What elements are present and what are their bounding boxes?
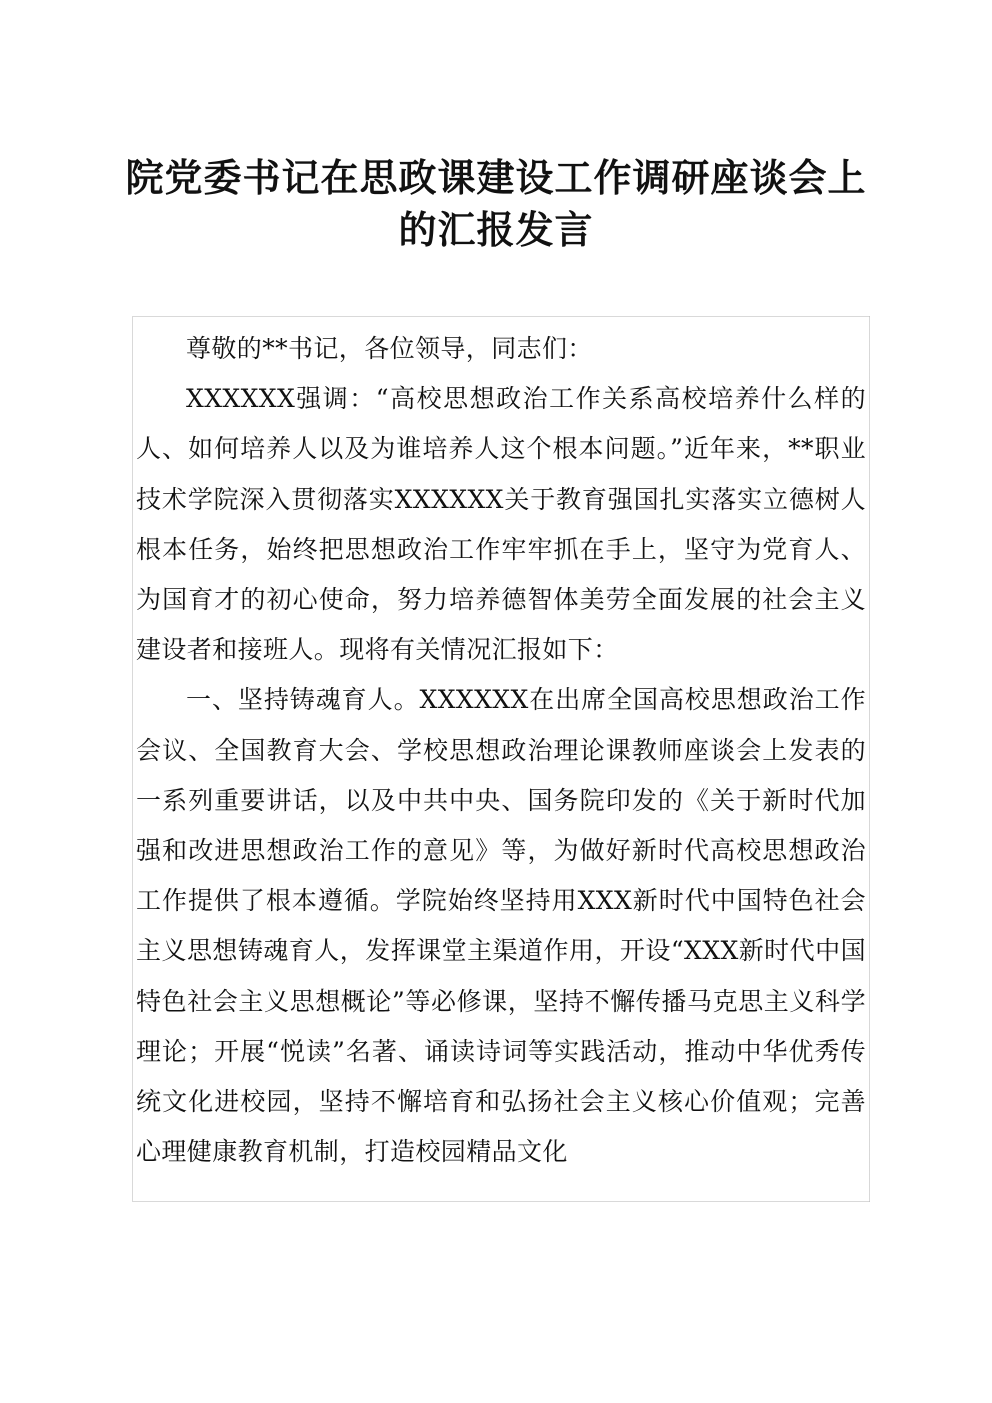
paragraph-section-one: 一、坚持铸魂育人。XXXXXX在出席全国高校思想政治工作会议、全国教育大会、学校思想政治理论课教师座谈会上发表的一系列重要讲话，以及中共中央、国务院印发的《关于新时代加强和改进思想政治工作的意见》等，为做好新时代高校思想政治工作提供了根本遵循。学院始终坚持用XXX新时代中国特色社会主义思想铸魂育人，发挥课堂主渠道作用，开设“XXX新时代中国特色社会主义思想概论”等必修课，坚持不懈传播马克思主义科学理论；开展“悦读”名著、诵读诗词等实践活动，推动中华优秀传统文化进校园，坚持不懈培育和弘扬社会主义核心价值观；完善心理健康教育机制，打造校园精品文化 [136,685,866,1167]
document-title [100,152,892,256]
paragraph-intro: XXXXXX强调：“高校思想政治工作关系高校培养什么样的人、如何培养人以及为谁培养人这个根本问题。”近年来，**职业技术学院深入贯彻落实XXXXXX关于教育强国扎实落实立德树人根本任务，始终把思想政治工作牢牢抓在手上，坚守为党育人、为国育才的初心使命，努力培养德智体美劳全面发展的社会主义建设者和接班人。现将有关情况汇报如下： [136,384,866,665]
paragraph-salutation: 尊敬的**书记，各位领导，同志们： [186,334,593,363]
title-line-1: 院党委书记在思政课建设工作调研座谈会上 [125,156,867,200]
title-line-2: 的汇报发言 [398,208,594,252]
body-text [136,324,866,1177]
right-margin-line [869,316,870,1202]
